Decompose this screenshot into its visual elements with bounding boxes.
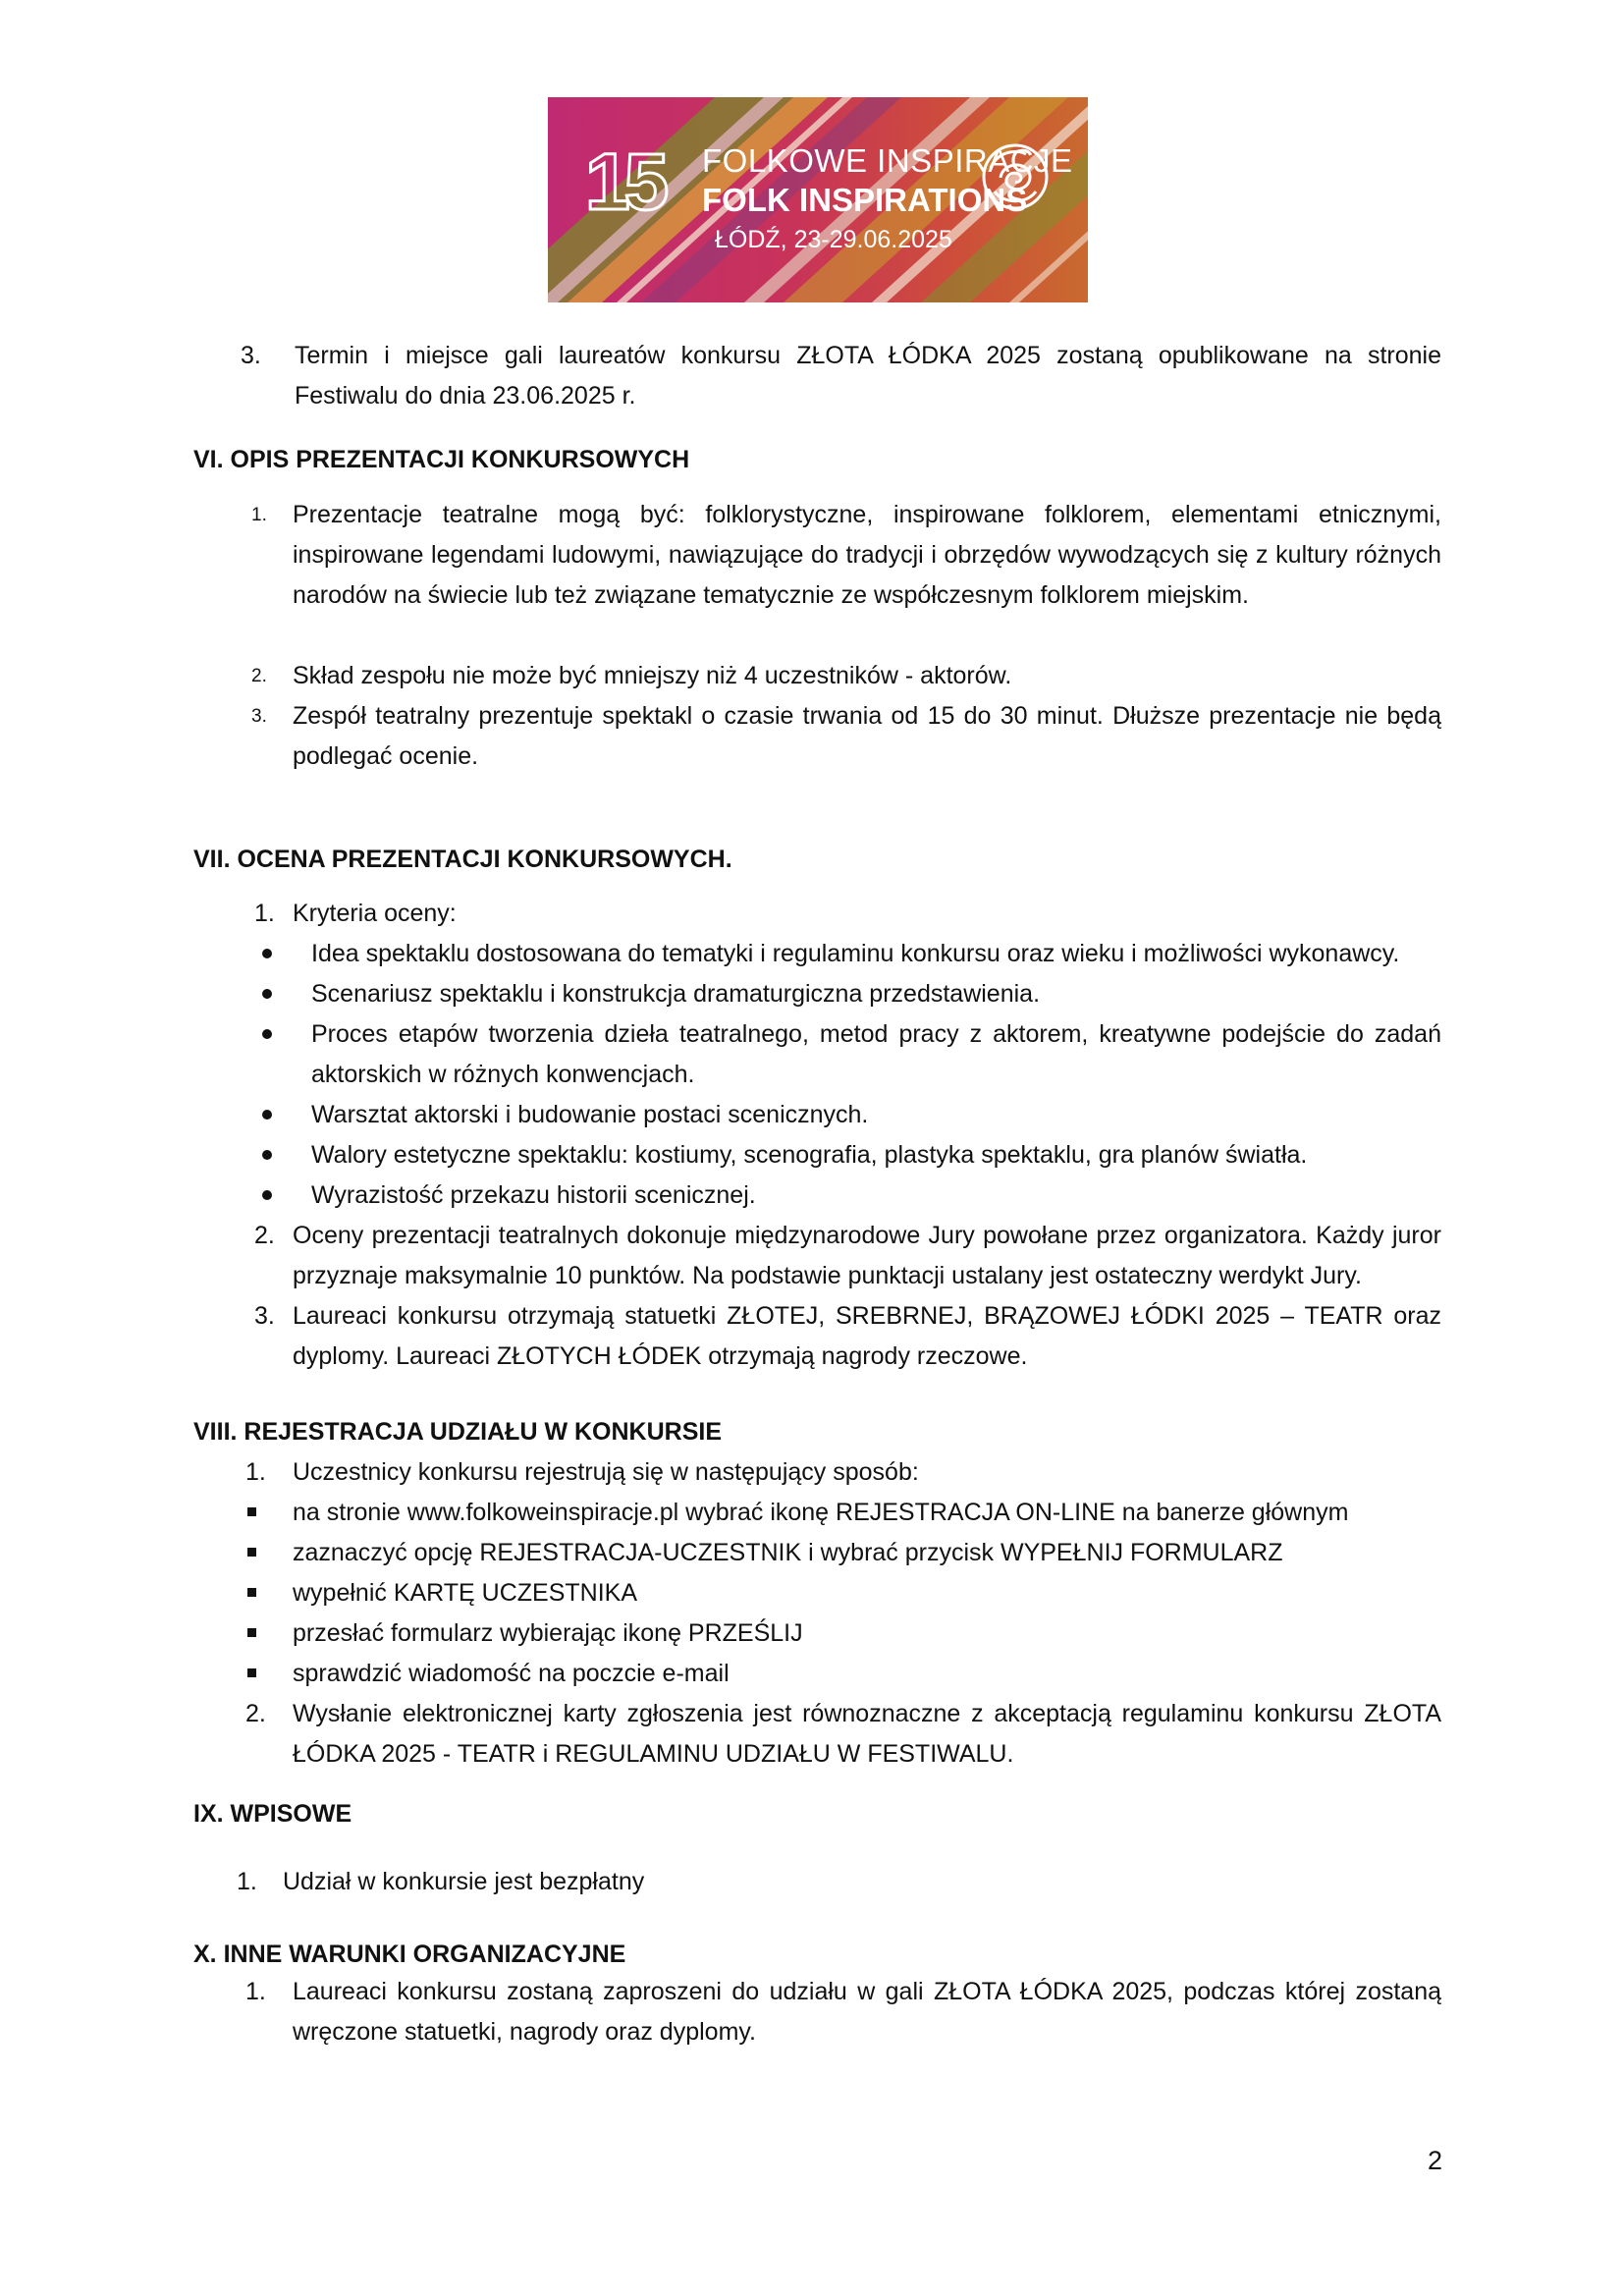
criteria-item: Wyrazistość przekazu historii scenicznej.: [311, 1181, 756, 1209]
list-number: 2.: [254, 1222, 275, 1249]
registration-step: wypełnić KARTĘ UCZESTNIKA: [293, 1579, 638, 1607]
section-x-item-1: Laureaci konkursu zostaną zaproszeni do udziału w gali ZŁOTA ŁÓDKA 2025, podczas której zostaną wręczone statuetki, nagrody oraz dyplomy.: [293, 1978, 1441, 2046]
criteria-item: Idea spektaklu dostosowana do tematyki i regulaminu konkursu oraz wieku i możliwości wykonawcy.: [311, 940, 1400, 967]
section-heading-ix: IX. WPISOWE: [193, 1800, 352, 1828]
section-vi-item-3: Zespół teatralny prezentuje spektakl o czasie trwania od 15 do 30 minut. Dłuższe prezentacje nie będą podlegać ocenie.: [293, 702, 1441, 770]
bullet-icon: [262, 1110, 272, 1120]
list-number: 1.: [245, 1978, 266, 2005]
registration-step: sprawdzić wiadomość na poczcie e-mail: [293, 1660, 730, 1687]
bullet-icon: [262, 949, 272, 958]
section-vi-item-2: Skład zespołu nie może być mniejszy niż 4 uczestników - aktorów.: [293, 662, 1012, 689]
section-heading-vi: VI. OPIS PREZENTACJI KONKURSOWYCH: [193, 446, 690, 473]
section-vi-item-1: Prezentacje teatralne mogą być: folklorystyczne, inspirowane folklorem, elementami etnicznymi, inspirowane legendami ludowymi, nawiązujące do tradycji i obrzędów wywodzących się z kultury różnych narodów na świecie lub też związane tematycznie ze współczesnym folklorem miejskim.: [293, 501, 1441, 609]
page-number: 2: [1428, 2146, 1443, 2175]
bullet-icon: [262, 1029, 272, 1039]
list-number: 3.: [254, 1302, 275, 1330]
logo-title-en: FOLK INSPIRATIONS: [702, 182, 1028, 218]
criteria-item: Warsztat aktorski i budowanie postaci scenicznych.: [311, 1101, 869, 1128]
bullet-icon: [262, 1190, 272, 1200]
criteria-item: Scenariusz spektaklu i konstrukcja dramaturgiczna przedstawienia.: [311, 980, 1041, 1008]
square-bullet-icon: [247, 1507, 256, 1516]
rose-icon: [977, 140, 1054, 213]
list-number: 1.: [237, 1868, 257, 1895]
registration-step: zaznaczyć opcję REJESTRACJA-UCZESTNIK i wybrać przycisk WYPEŁNIJ FORMULARZ: [293, 1539, 1283, 1566]
criteria-item: Proces etapów tworzenia dzieła teatralnego, metod pracy z aktorem, kreatywne podejście do zadań aktorskich w różnych konwencjach.: [311, 1020, 1441, 1088]
square-bullet-icon: [247, 1628, 256, 1637]
bullet-icon: [262, 1150, 272, 1160]
registration-step: przesłać formularz wybierając ikonę PRZEŚLIJ: [293, 1619, 803, 1647]
section-viii-item-1: Uczestnicy konkursu rejestrują się w następujący sposób:: [293, 1458, 919, 1486]
list-number: 2.: [251, 666, 267, 686]
bullet-icon: [262, 989, 272, 999]
section-heading-x: X. INNE WARUNKI ORGANIZACYJNE: [193, 1941, 626, 1968]
list-number: 3.: [251, 706, 267, 727]
section-viii-item-2: Wysłanie elektronicznej karty zgłoszenia jest równoznaczne z akceptacją regulaminu konkursu ZŁOTA ŁÓDKA 2025 - TEATR i REGULAMINU UDZIAŁU W FESTIWALU.: [293, 1700, 1441, 1768]
square-bullet-icon: [247, 1548, 256, 1557]
intro-text-line2: Festiwalu do dnia 23.06.2025 r.: [295, 382, 636, 410]
section-heading-vii: VII. OCENA PREZENTACJI KONKURSOWYCH.: [193, 846, 732, 873]
list-number: 3.: [241, 342, 261, 369]
list-number: 1.: [245, 1458, 266, 1486]
section-vii-item-1: Kryteria oceny:: [293, 900, 457, 927]
criteria-item: Walory estetyczne spektaklu: kostiumy, scenografia, plastyka spektaklu, gra planów światła.: [311, 1141, 1308, 1169]
logo-title-pl: FOLKOWE INSPIRACJE: [702, 142, 1073, 179]
registration-step: na stronie www.folkoweinspiracje.pl wybrać ikonę REJESTRACJA ON-LINE na banerze głównym: [293, 1499, 1349, 1526]
logo-number: 15: [585, 137, 664, 227]
list-number: 2.: [245, 1700, 266, 1727]
list-number: 1.: [254, 900, 275, 927]
section-ix-item-1: Udział w konkursie jest bezpłatny: [283, 1868, 645, 1895]
list-number: 1.: [251, 505, 267, 525]
festival-logo-banner: [548, 97, 1088, 302]
square-bullet-icon: [247, 1588, 256, 1597]
section-heading-viii: VIII. REJESTRACJA UDZIAŁU W KONKURSIE: [193, 1418, 723, 1446]
section-vii-item-3: Laureaci konkursu otrzymają statuetki ZŁOTEJ, SREBRNEJ, BRĄZOWEJ ŁÓDKI 2025 – TEATR oraz dyplomy. Laureaci ZŁOTYCH ŁÓDEK otrzymają nagrody rzeczowe.: [293, 1302, 1441, 1370]
intro-text-line1: Termin i miejsce gali laureatów konkursu ZŁOTA ŁÓDKA 2025 zostaną opublikowane na stronie: [295, 342, 1441, 369]
section-vii-item-2: Oceny prezentacji teatralnych dokonuje międzynarodowe Jury powołane przez organizatora. Każdy juror przyznaje maksymalnie 10 punktów. Na podstawie punktacji ustalany jest ostateczny werdykt Jury.: [293, 1222, 1441, 1289]
square-bullet-icon: [247, 1668, 256, 1677]
logo-place-date: ŁÓDŹ, 23-29.06.2025: [715, 226, 952, 253]
